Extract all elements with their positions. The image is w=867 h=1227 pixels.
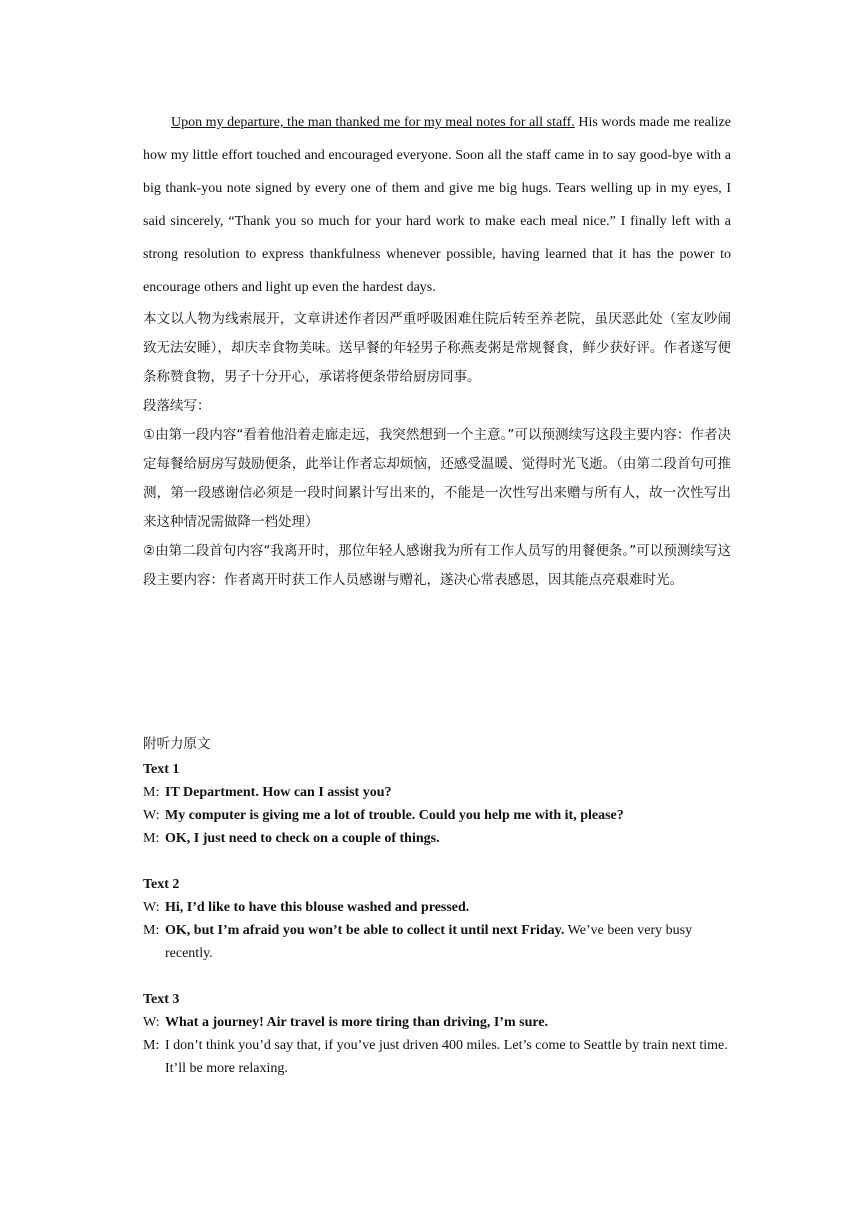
text-block-1 xyxy=(143,758,731,850)
dialogue-line xyxy=(143,919,731,965)
text-block-2 xyxy=(143,873,731,965)
listening-transcript xyxy=(143,733,731,1103)
dialogue-line xyxy=(143,781,731,804)
text-label: Text 1 xyxy=(143,762,180,777)
analysis-summary: 本文以人物为线索展开，文章讲述作者因严重呼吸困难住院后转至养老院，虽厌恶此处（室友吵闹致无法安睡），却庆幸食物美味。送早餐的年轻男子称燕麦粥是常规餐食，鲜少获好评。作者遂写便条称赞食物，男子十分开心，承诺将便条带给厨房同事。 xyxy=(143,311,731,385)
dialogue-bold-text: Hi, I’d like to have this blouse washed and pressed. xyxy=(165,900,470,915)
transcript-title: 附听力原文 xyxy=(143,736,211,752)
dialogue-bold-text: What a journey! Air travel is more tiring than driving, I’m sure. xyxy=(165,1015,549,1030)
dialogue-plain-text: I don’t think you’d say that, if you’ve just driven 400 miles. Let’s come to Seattle by train next time. It’ll be more relaxing. xyxy=(165,1038,728,1076)
speaker-label: M: xyxy=(143,923,160,938)
speaker-label: W: xyxy=(143,808,160,823)
dialogue-line xyxy=(143,804,731,827)
dialogue-bold-text: OK, but I’m afraid you won’t be able to collect it until next Friday. xyxy=(165,923,565,938)
dialogue-bold-text: IT Department. How can I assist you? xyxy=(165,785,392,800)
text-label: Text 2 xyxy=(143,877,180,892)
dialogue-line xyxy=(143,827,731,850)
essay-body-text: His words made me realize how my little effort touched and encouraged everyone. Soon all the staff came in to say good-bye with a big thank-you note signed by every one of them and give me big hugs. Tears welling up in my eyes, I said sincerely, “Thank you so much for your hard work to make each meal nice.” I finally left with a strong resolution to express thankfulness whenever possible, having learned that it has the power to encourage others and light up even the hardest days. xyxy=(143,115,731,295)
text-block-3 xyxy=(143,988,731,1080)
dialogue-bold-text: OK, I just need to check on a couple of things. xyxy=(165,831,440,846)
essay-underlined-sentence: Upon my departure, the man thanked me for my meal notes for all staff. xyxy=(171,115,575,130)
dialogue-line xyxy=(143,1011,731,1034)
text-label: Text 3 xyxy=(143,992,180,1007)
speaker-label: M: xyxy=(143,1038,160,1053)
dialogue-bold-text: My computer is giving me a lot of trouble. Could you help me with it, please? xyxy=(165,808,624,823)
speaker-label: W: xyxy=(143,1015,160,1030)
speaker-label: M: xyxy=(143,831,160,846)
essay-paragraph xyxy=(143,106,731,304)
speaker-label: M: xyxy=(143,785,160,800)
speaker-label: W: xyxy=(143,900,160,915)
analysis-section xyxy=(143,305,731,595)
analysis-point-1: ①由第一段内容“看着他沿着走廊走远，我突然想到一个主意。”可以预测续写这段主要内容：作者决定每餐给厨房写鼓励便条，此举让作者忘却烦恼，还感受温暖、觉得时光飞逝。（由第二段首句可推测，第一段感谢信必须是一段时间累计写出来的，不能是一次性写出来赠与所有人，故一次性写出来这种情况需做降一档处理） xyxy=(143,427,731,530)
analysis-point-2: ②由第二段首句内容“我离开时，那位年轻人感谢我为所有工作人员写的用餐便条。”可以预测续写这段主要内容：作者离开时获工作人员感谢与赠礼，遂决心常表感恩，因其能点亮艰难时光。 xyxy=(143,543,731,588)
dialogue-line xyxy=(143,896,731,919)
dialogue-line xyxy=(143,1034,731,1080)
dialogue-plain-text: We’ve been very busy recently. xyxy=(165,923,693,961)
analysis-heading: 段落续写： xyxy=(143,398,211,414)
